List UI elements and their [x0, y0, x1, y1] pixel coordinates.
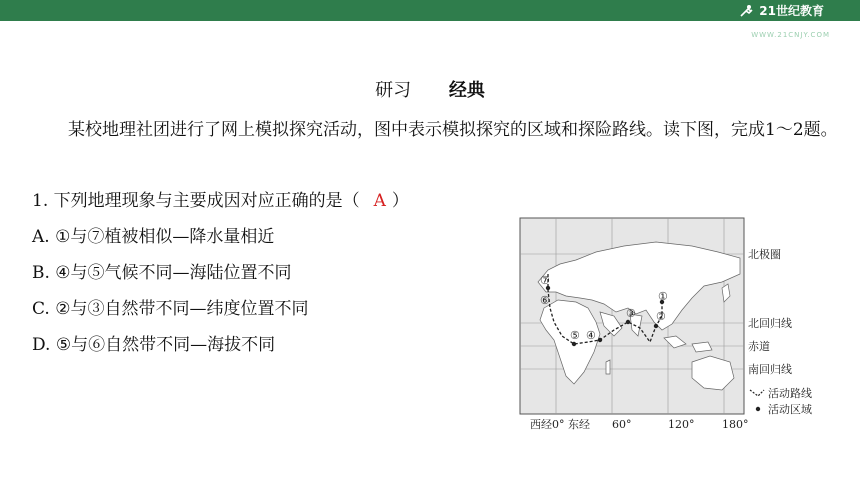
runner-icon	[738, 4, 756, 18]
section-title	[0, 76, 860, 102]
point-label-2: ②	[656, 310, 666, 323]
lat-label-arctic: 北极圈	[748, 248, 781, 261]
lon-label-180: 180°	[722, 418, 749, 431]
question-close: ）	[391, 191, 409, 211]
option-a[interactable]: A. ①与⑦植被相似—降水量相近	[32, 227, 275, 247]
site-logo[interactable]	[738, 2, 824, 19]
top-banner	[0, 0, 860, 21]
answer-mark: A	[373, 191, 386, 211]
legend-area-label: 活动区域	[768, 403, 812, 416]
option-d[interactable]: D. ⑤与⑥自然带不同—海拔不同	[32, 335, 276, 355]
point-label-3: ③	[626, 307, 636, 320]
world-map-figure	[496, 212, 830, 444]
option-b[interactable]: B. ④与⑤气候不同—海陆位置不同	[32, 263, 292, 283]
logo-subtext: WWW.21CNJY.COM	[751, 31, 830, 39]
legend-area-icon	[756, 407, 760, 411]
point-label-4: ④	[586, 329, 596, 342]
question-stem: 1. 下列地理现象与主要成因对应正确的是（	[32, 191, 360, 211]
lat-label-cancer: 北回归线	[748, 317, 792, 330]
point-label-7: ⑦	[540, 274, 550, 287]
lat-label-capricorn: 南回归线	[748, 363, 792, 376]
world-map	[496, 212, 830, 444]
map-legend	[750, 386, 812, 416]
lat-label-equator: 赤道	[748, 340, 770, 353]
lon-label-0: 西经0° 东经	[530, 418, 590, 431]
point-label-1: ①	[658, 290, 668, 303]
logo-text: 21世纪教育	[759, 4, 824, 18]
intro-paragraph: 某校地理社团进行了网上模拟探究活动，图中表示模拟探究的区域和探险路线。读下图，完成1～2题。	[68, 120, 838, 140]
question-1	[32, 186, 409, 211]
lon-label-60: 60°	[612, 418, 632, 431]
point-label-6: ⑥	[540, 294, 550, 307]
title-part-2: 经典	[448, 80, 485, 101]
legend-route-icon	[750, 390, 764, 396]
title-part-1: 研习	[375, 80, 412, 101]
option-c[interactable]: C. ②与③自然带不同—纬度位置不同	[32, 299, 309, 319]
lon-label-120: 120°	[668, 418, 695, 431]
legend-route-label: 活动路线	[768, 387, 812, 400]
point-label-5: ⑤	[570, 329, 580, 342]
